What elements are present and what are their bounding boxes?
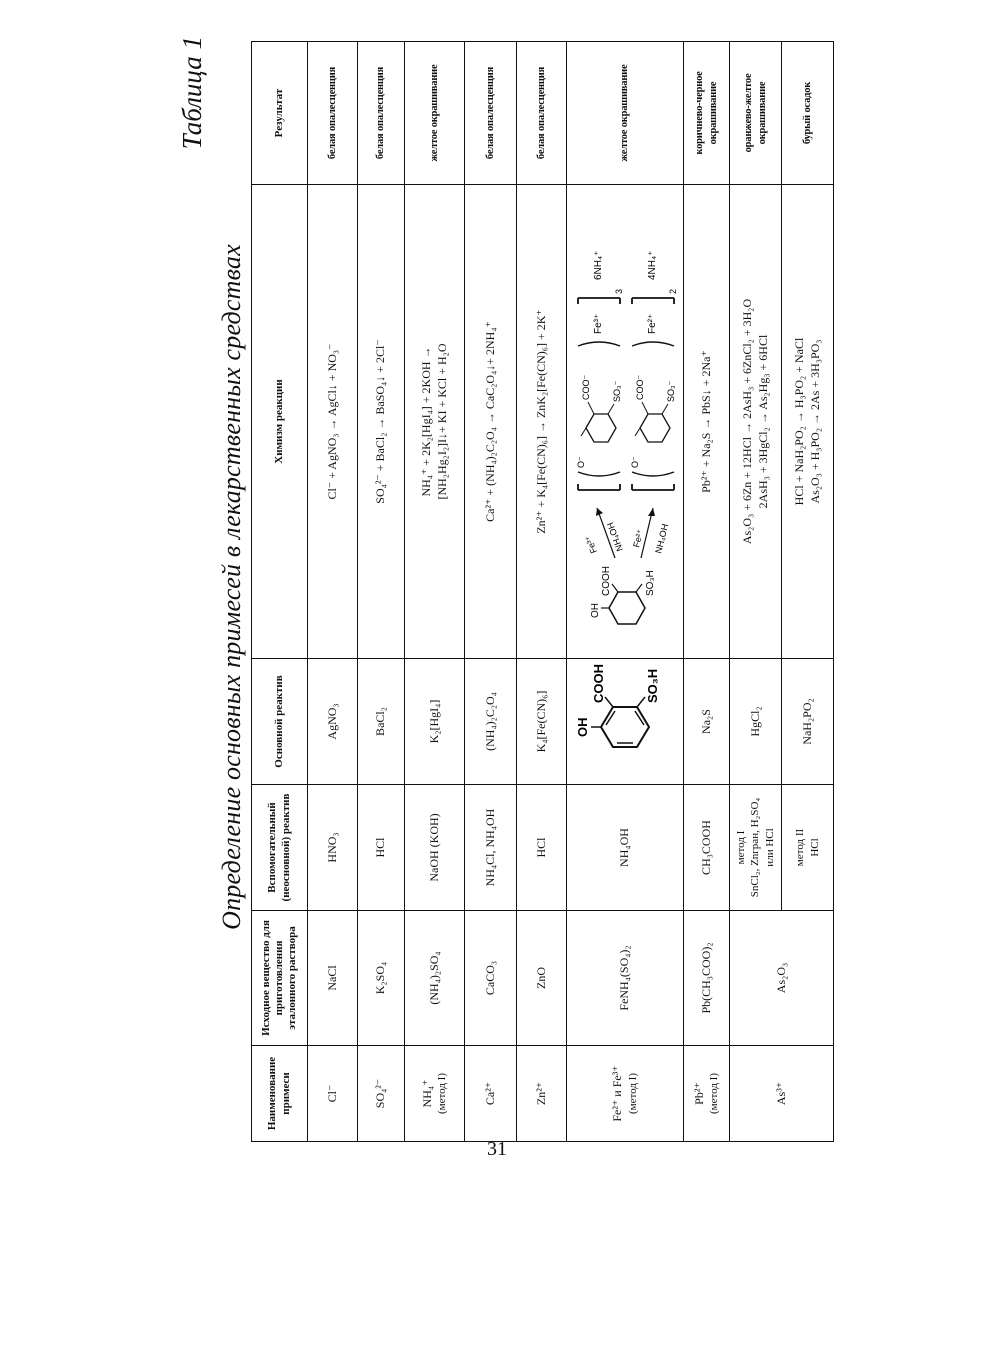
main-reagent-cell: Na₂S: [684, 659, 730, 785]
auxiliary-cell: [730, 785, 782, 911]
reaction-arrows: [583, 501, 671, 563]
chemistry-line-1: NH₄⁺ + 2K₂[HgI₄] + 2KOH →: [418, 346, 433, 497]
arrow2-top-label: Fe²⁺: [631, 528, 646, 549]
impurity-cell: [405, 1046, 465, 1142]
auxiliary-method: метод II: [794, 828, 807, 867]
source-cell: (NH₄)₂SO₄: [405, 911, 465, 1046]
auxiliary-reagent: SnCl₂, Znгран, H₂SO₄ или HCl: [749, 797, 776, 898]
auxiliary-cell: CH₃COOH: [684, 785, 730, 911]
source-cell: ZnO: [517, 911, 567, 1046]
complex-formation-scheme: [572, 189, 678, 654]
source-cell: CaCO₃: [465, 911, 517, 1046]
header-auxiliary: Вспомогательный (неосновной) реактив: [252, 785, 308, 911]
main-reagent-cell: [567, 659, 684, 785]
impurity-name: Fe²⁺ и Fe³⁺: [610, 1065, 625, 1122]
coo-label: COO⁻: [635, 375, 645, 401]
auxiliary-cell: HCl: [358, 785, 405, 911]
metal-label: Fe³⁺: [593, 314, 604, 335]
chemistry-cell: [730, 185, 782, 659]
table-row: [308, 42, 358, 1142]
page-number: 31: [487, 1138, 507, 1160]
main-reagent-cell: (NH₄)₂C₂O₄: [465, 659, 517, 785]
so3h-label: SO₃H: [644, 669, 660, 704]
auxiliary-cell: [782, 785, 834, 911]
sulfosalicylic-acid-structure: [573, 666, 673, 778]
header-chemistry: Химизм реакции: [252, 185, 308, 659]
result-cell: коричнево-черное окрашивание: [684, 42, 730, 185]
complex-structure-1: [572, 205, 624, 495]
oh-label: OH: [590, 603, 601, 619]
impurity-method: (метод I): [436, 1072, 449, 1115]
main-reagent-cell: AgNO₃: [308, 659, 358, 785]
impurity-cell: As³⁺: [730, 1046, 834, 1142]
complex-structure-2: [626, 205, 678, 495]
chemistry-line-2: As₂O₃ + H₃PO₂ → 2As + 3H₃PO₃: [807, 339, 822, 504]
chemistry-line-2: [NH₂Hg₂I₂]I↓+ KI + KCl + H₂O: [434, 343, 449, 500]
source-cell: FeNH₄(SO₄)₂: [567, 911, 684, 1046]
result-cell: белая опалесценция: [465, 42, 517, 185]
impurity-cell: [684, 1046, 730, 1142]
main-reagent-cell: K₄[Fe(CN)₆]: [517, 659, 567, 785]
main-reagent-cell: NaH₂PO₂: [782, 659, 834, 785]
table-row: [465, 42, 517, 1142]
arrow2-bottom-label: NH₄OH: [653, 523, 671, 555]
main-reagent-cell: HgCl₂: [730, 659, 782, 785]
reactant-structure: [585, 566, 665, 639]
source-cell: NaCl: [308, 911, 358, 1046]
complex-index: 2: [668, 289, 678, 295]
o-label: O⁻: [576, 456, 586, 469]
document-title: Определение основных примесей в лекарственных средствах: [217, 244, 246, 930]
o-label: O⁻: [630, 456, 640, 469]
table-row: [730, 42, 782, 1142]
header-impurity: Наименование примеси: [252, 1046, 308, 1142]
impurity-cell: [567, 1046, 684, 1142]
cation-label: 4NH₄⁺: [647, 251, 658, 281]
coo-label: COO⁻: [581, 375, 591, 401]
main-reagent-cell: K₂[HgI₄]: [405, 659, 465, 785]
cooh-label: COOH: [601, 566, 612, 597]
auxiliary-cell: NH₄OH: [567, 785, 684, 911]
impurity-cell: Ca²⁺: [465, 1046, 517, 1142]
impurity-name: Pb²⁺: [691, 1082, 706, 1105]
table-row: [567, 42, 684, 1142]
arrow1-bottom-label: NH₄OH: [605, 521, 625, 554]
header-main-reagent: Основной реактив: [252, 659, 308, 785]
so3-label: SO₃⁻: [612, 381, 622, 403]
header-row: [252, 42, 308, 1142]
table-row: [684, 42, 730, 1142]
chemistry-cell: Pb²⁺ + Na₂S → PbS↓ + 2Na⁺: [684, 185, 730, 659]
table-row: [517, 42, 567, 1142]
arrow1-top-label: Fe³⁺: [583, 534, 599, 556]
so3-label: SO₃⁻: [666, 381, 676, 403]
auxiliary-cell: HNO₃: [308, 785, 358, 911]
chemistry-cell: [567, 185, 684, 659]
impurity-method: (метод I): [626, 1072, 639, 1115]
result-cell: бурый осадок: [782, 42, 834, 185]
complex-index: 3: [614, 289, 624, 295]
table-label: Таблица 1: [177, 36, 207, 150]
chemistry-cell: Cl⁻ + AgNO₃ → AgCl↓ + NO₃⁻: [308, 185, 358, 659]
header-source: Исходное вещество для приготовления эталонного раствора: [252, 911, 308, 1046]
metal-label: Fe²⁺: [647, 314, 658, 335]
chemistry-cell: [782, 185, 834, 659]
source-cell: K₂SO₄: [358, 911, 405, 1046]
impurity-method: (метод I): [708, 1072, 721, 1115]
chemistry-cell: Zn²⁺ + K₄[Fe(CN)₆] → ZnK₂[Fe(CN)₆] + 2K⁺: [517, 185, 567, 659]
result-cell: белая опалесценция: [308, 42, 358, 185]
auxiliary-cell: NaOH (KOH): [405, 785, 465, 911]
auxiliary-cell: NH₄Cl, NH₄OH: [465, 785, 517, 911]
cation-label: 6NH₄⁺: [593, 251, 604, 281]
source-cell: Pb(CH₃COO)₂: [684, 911, 730, 1046]
chemistry-cell: Ca²⁺ + (NH₄)₂C₂O₄ → CaC₂O₄↓+ 2NH₄⁺: [465, 185, 517, 659]
oh-label: OH: [574, 718, 590, 738]
chemistry-line-1: HCl + NaH₂PO₂ → H₃PO₂ + NaCl: [791, 337, 806, 506]
impurity-cell: Cl⁻: [308, 1046, 358, 1142]
impurity-name: NH₄⁺: [419, 1079, 434, 1108]
main-reagent-cell: BaCl₂: [358, 659, 405, 785]
chemistry-line-2: 2AsH₃ + 3HgCl₂ → As₂Hg₃ + 6HCl: [755, 334, 770, 509]
chemistry-cell: [405, 185, 465, 659]
table-row: [405, 42, 465, 1142]
result-cell: желтое окрашивание: [567, 42, 684, 185]
source-cell: As₂O₃: [730, 911, 834, 1046]
result-cell: оранжево-желтое окрашивание: [730, 42, 782, 185]
cooh-label: COOH: [590, 664, 606, 704]
chemistry-line-1: As₂O₃ + 6Zn + 12HCl → 2AsH₃ + 6ZnCl₂ + 3H₂O: [739, 298, 754, 545]
impurity-cell: Zn²⁺: [517, 1046, 567, 1142]
result-cell: белая опалесценция: [517, 42, 567, 185]
chemistry-cell: SO₄²⁻ + BaCl₂ → BaSO₄↓ + 2Cl⁻: [358, 185, 405, 659]
impurity-cell: SO₄²⁻: [358, 1046, 405, 1142]
rotated-page: [177, 32, 822, 1142]
auxiliary-reagent: HCl: [808, 838, 821, 857]
impurities-table: [251, 41, 834, 1142]
header-result: Результат: [252, 42, 308, 185]
result-cell: желтое окрашивание: [405, 42, 465, 185]
auxiliary-cell: HCl: [517, 785, 567, 911]
result-cell: белая опалесценция: [358, 42, 405, 185]
auxiliary-method: метод I: [735, 830, 748, 865]
so3h-label: SO₃H: [645, 570, 656, 597]
complex-products: [572, 205, 678, 495]
table-row: [358, 42, 405, 1142]
